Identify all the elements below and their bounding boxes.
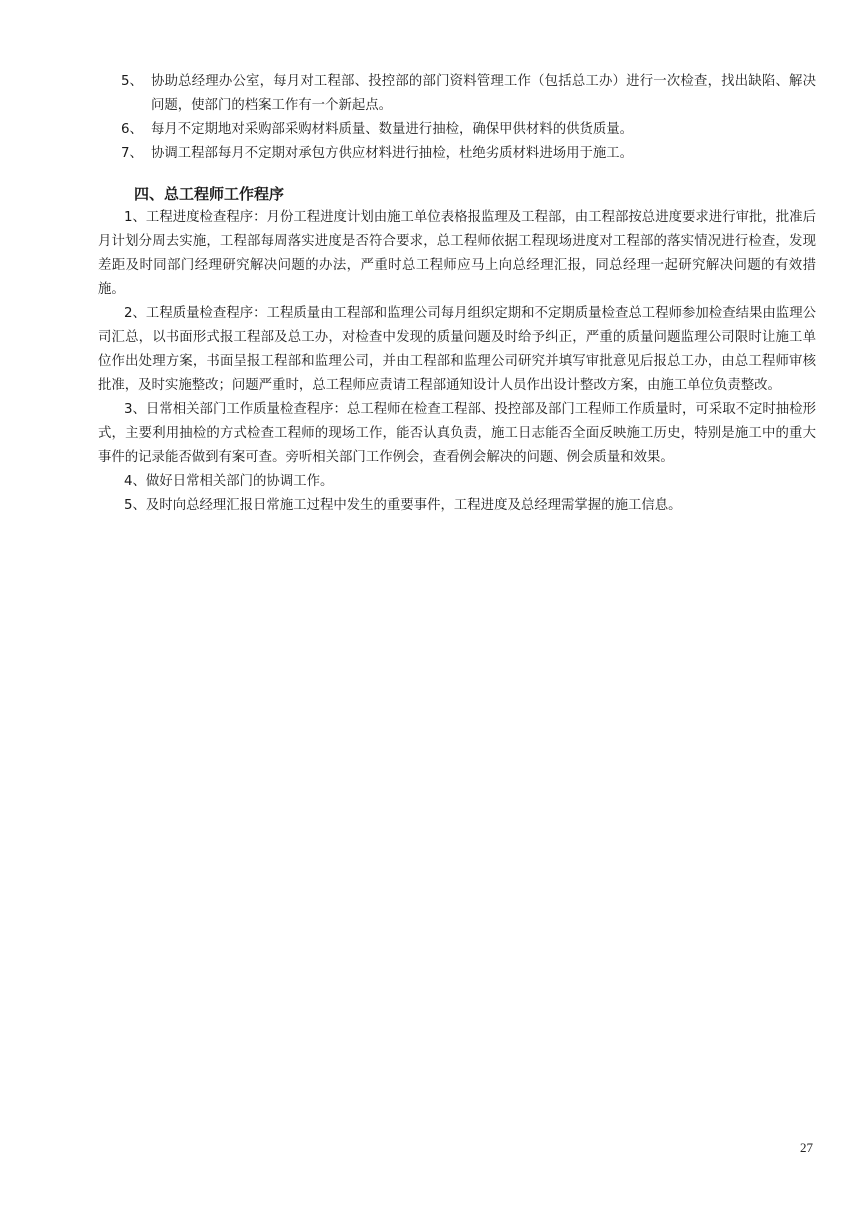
- paragraph-quality-check: 2、工程质量检查程序：工程质量由工程部和监理公司每月组织定期和不定期质量检查总工程师参加检查结果由监理公司汇总，以书面形式报工程部及总工办，对检查中发现的质量问题及时给予纠正，严重的质量问题监理公司限时让施工单位作出处理方案，书面呈报工程部和监理公司，并由工程部和监理公司研究并填写审批意见后报总工办，由总工程师审核批准，及时实施整改；问题严重时，总工程师应责请工程部通知设计人员作出设计整改方案，由施工单位负责整改。: [98, 306, 816, 393]
- page-number: 27: [800, 1140, 813, 1155]
- list-item-number: 7、: [121, 146, 143, 161]
- paragraph-progress-check: 1、工程进度检查程序：月份工程进度计划由施工单位表格报监理及工程部，由工程部按总进度要求进行审批，批准后月计划分周去实施，工程部每周落实进度是否符合要求，总工程师依据工程现场进度对工程部的落实情况进行检查，发现差距及时同部门经理研究解决问题的办法，严重时总工程师应马上向总经理汇报，同总经理一起研究解决问题的有效措施。: [98, 210, 816, 297]
- list-item-text: 每月不定期地对采购部采购材料质量、数量进行抽检，确保甲供材料的供货质量。: [151, 122, 634, 137]
- list-item-text: 协助总经理办公室，每月对工程部、投控部的部门资料管理工作（包括总工办）进行一次检查，找出缺陷、解决问题，使部门的档案工作有一个新起点。: [151, 74, 816, 113]
- list-item: [98, 70, 816, 118]
- paragraph-coordination: 4、做好日常相关部门的协调工作。: [124, 474, 334, 489]
- section-heading: 四、总工程师工作程序: [134, 185, 285, 203]
- list-item-number: 6、: [121, 122, 143, 137]
- document-body: [98, 70, 816, 518]
- list-item: [98, 118, 816, 142]
- list-item: [98, 142, 816, 166]
- list-item-number: 5、: [121, 74, 143, 89]
- paragraph-department-check: 3、日常相关部门工作质量检查程序：总工程师在检查工程部、投控部及部门工程师工作质量时，可采取不定时抽检形式，主要利用抽检的方式检查工程师的现场工作，能否认真负责，施工日志能否全面反映施工历史，特别是施工中的重大事件的记录能否做到有案可查。旁听相关部门工作例会，查看例会解决的问题、例会质量和效果。: [98, 402, 816, 465]
- paragraph-reporting: 5、及时向总经理汇报日常施工过程中发生的重要事件，工程进度及总经理需掌握的施工信息。: [124, 498, 682, 513]
- list-item-text: 协调工程部每月不定期对承包方供应材料进行抽检，杜绝劣质材料进场用于施工。: [151, 146, 634, 161]
